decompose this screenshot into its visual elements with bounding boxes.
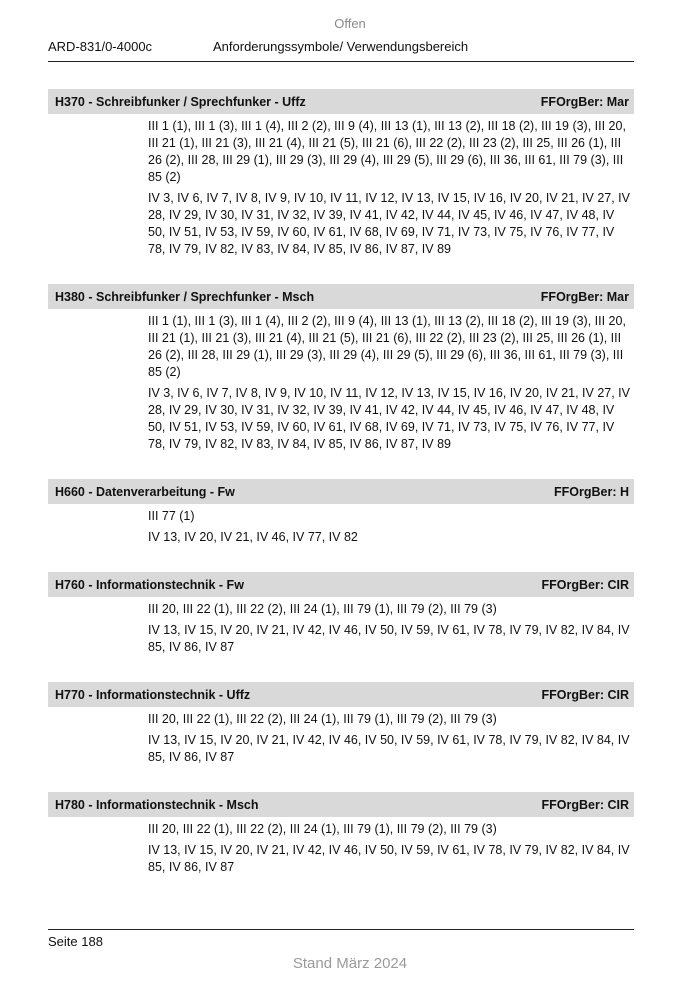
section-header [48, 792, 634, 817]
section-header [48, 682, 634, 707]
section-header [48, 479, 634, 504]
section-title: H380 - Schreibfunker / Sprechfunker - Msch [55, 289, 315, 304]
org-area-label: FFOrgBer: CIR [541, 797, 629, 812]
symbol-list: IV 13, IV 15, IV 20, IV 21, IV 42, IV 46, IV 50, IV 59, IV 61, IV 78, IV 79, IV 82, IV 84, IV 85, IV 86, IV 87 [148, 733, 630, 764]
section-body [48, 817, 634, 876]
symbol-list: IV 13, IV 15, IV 20, IV 21, IV 42, IV 46, IV 50, IV 59, IV 61, IV 78, IV 79, IV 82, IV 84, IV 85, IV 86, IV 87 [148, 843, 630, 874]
classification-label: Offen [334, 16, 366, 31]
symbol-list: IV 13, IV 15, IV 20, IV 21, IV 42, IV 46, IV 50, IV 59, IV 61, IV 78, IV 79, IV 82, IV 84, IV 85, IV 86, IV 87 [148, 623, 630, 654]
section-title: H770 - Informationstechnik - Uffz [55, 687, 251, 702]
section-body [48, 114, 634, 258]
section-header [48, 89, 634, 114]
org-area-label: FFOrgBer: CIR [541, 687, 629, 702]
requirement-section [48, 284, 634, 453]
page-number: Seite 188 [48, 934, 103, 949]
requirement-section [48, 792, 634, 876]
org-area-label: FFOrgBer: Mar [540, 94, 629, 109]
footer-divider [48, 929, 634, 930]
symbol-list: IV 13, IV 20, IV 21, IV 46, IV 77, IV 82 [148, 530, 358, 544]
section-body [48, 597, 634, 656]
section-body [48, 309, 634, 453]
version-stamp: Stand März 2024 [292, 955, 408, 972]
requirement-section [48, 572, 634, 656]
org-area-label: FFOrgBer: Mar [540, 289, 629, 304]
symbol-list: IV 3, IV 6, IV 7, IV 8, IV 9, IV 10, IV 11, IV 12, IV 13, IV 15, IV 16, IV 20, IV 21, IV 27, IV 28, IV 29, IV 30, IV 31, IV 32, IV 39, IV 41, IV 42, IV 44, IV 45, IV 46, IV 47, IV 48, IV 50, IV 51, IV 53, IV 59, IV 60, IV 61, IV 68, IV 69, IV 71, IV 73, IV 75, IV 76, IV 77, IV 78, IV 79, IV 82, IV 83, IV 84, IV 85, IV 86, IV 87, IV 89 [148, 191, 630, 256]
symbol-list: III 77 (1) [148, 509, 195, 523]
document-title: Anforderungssymbole/ Verwendungsbereich [213, 39, 469, 54]
symbol-list: III 20, III 22 (1), III 22 (2), III 24 (1), III 79 (1), III 79 (2), III 79 (3) [148, 602, 497, 616]
section-title: H780 - Informationstechnik - Msch [55, 797, 259, 812]
document-id: ARD-831/0-4000c [48, 39, 153, 54]
section-header [48, 284, 634, 309]
symbol-list: III 1 (1), III 1 (3), III 1 (4), III 2 (2), III 9 (4), III 13 (1), III 13 (2), III 18 (2), III 19 (3), III 20, III 21 (1), III 21 (3), III 21 (4), III 21 (5), III 21 (6), III 22 (2), III 23 (2), III 25, III 26 (1), III 26 (2), III 28, III 29 (1), III 29 (3), III 29 (4), III 29 (5), III 29 (6), III 36, III 61, III 79 (3), III 85 (2) [148, 119, 626, 184]
section-body [48, 504, 634, 546]
section-header [48, 572, 634, 597]
requirement-section [48, 682, 634, 766]
section-title: H370 - Schreibfunker / Sprechfunker - Uffz [55, 94, 306, 109]
symbol-list: IV 3, IV 6, IV 7, IV 8, IV 9, IV 10, IV 11, IV 12, IV 13, IV 15, IV 16, IV 20, IV 21, IV 27, IV 28, IV 29, IV 30, IV 31, IV 32, IV 39, IV 41, IV 42, IV 44, IV 45, IV 46, IV 47, IV 48, IV 50, IV 51, IV 53, IV 59, IV 60, IV 61, IV 68, IV 69, IV 71, IV 73, IV 75, IV 76, IV 77, IV 78, IV 79, IV 82, IV 83, IV 84, IV 85, IV 86, IV 87, IV 89 [148, 386, 630, 451]
section-title: H660 - Datenverarbeitung - Fw [55, 484, 235, 499]
org-area-label: FFOrgBer: H [554, 484, 629, 499]
requirements-list [48, 89, 634, 902]
org-area-label: FFOrgBer: CIR [541, 577, 629, 592]
section-body [48, 707, 634, 766]
symbol-list: III 1 (1), III 1 (3), III 1 (4), III 2 (2), III 9 (4), III 13 (1), III 13 (2), III 18 (2), III 19 (3), III 20, III 21 (1), III 21 (3), III 21 (4), III 21 (5), III 21 (6), III 22 (2), III 23 (2), III 25, III 26 (1), III 26 (2), III 28, III 29 (1), III 29 (3), III 29 (4), III 29 (5), III 29 (6), III 36, III 61, III 79 (3), III 85 (2) [148, 314, 626, 379]
header-divider [48, 61, 634, 62]
section-title: H760 - Informationstechnik - Fw [55, 577, 244, 592]
requirement-section [48, 89, 634, 258]
requirement-section [48, 479, 634, 546]
symbol-list: III 20, III 22 (1), III 22 (2), III 24 (1), III 79 (1), III 79 (2), III 79 (3) [148, 822, 497, 836]
symbol-list: III 20, III 22 (1), III 22 (2), III 24 (1), III 79 (1), III 79 (2), III 79 (3) [148, 712, 497, 726]
